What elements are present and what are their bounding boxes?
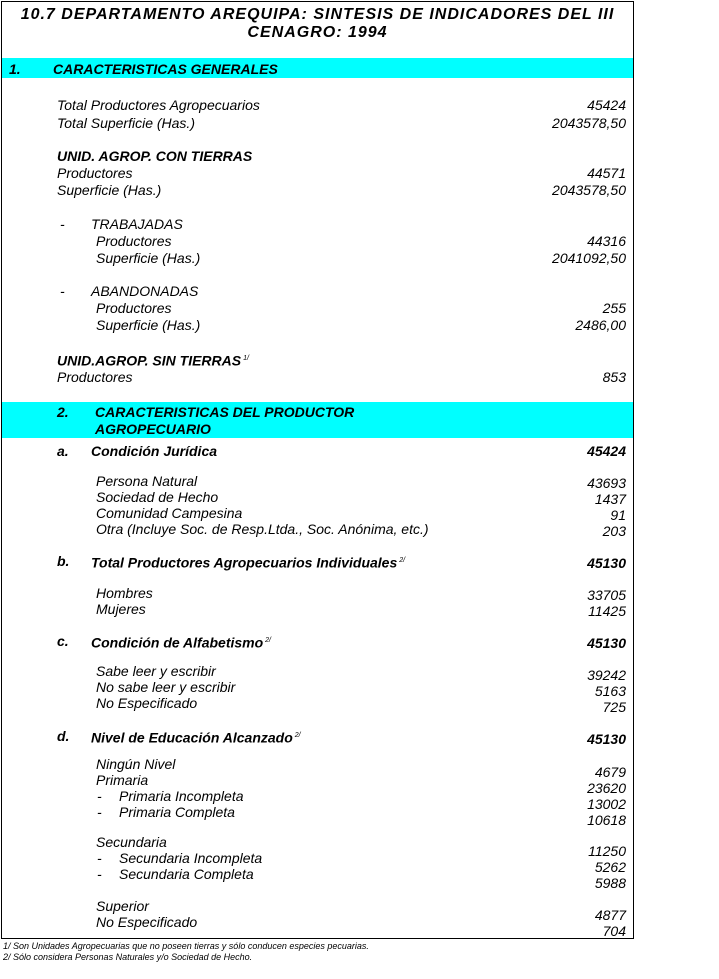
d-secundaria-value: 11250 [588,843,626,859]
section2-title-line-1: CARACTERISTICAS DEL PRODUCTOR [95,404,355,420]
trabajadas-superficie-label: Superficie (Has.) [96,250,201,266]
c-item-label: No sabe leer y escribir [96,679,236,695]
a-total: 45424 [587,443,626,459]
sin-tierras-productores-label: Productores [57,369,133,385]
c-letter: c. [57,633,69,649]
d-letter: d. [57,728,70,744]
abandonadas-productores-label: Productores [96,300,172,316]
abandonadas-heading: ABANDONADAS [91,283,199,299]
d-primaria-inc-dash: - [97,788,102,804]
title-line-1: 10.7 DEPARTAMENTO AREQUIPA: SINTESIS DE INDICADORES DEL III [20,6,615,23]
b-note-mark: 2/ [399,557,406,564]
d-secundaria-inc-label: Secundaria Incompleta [119,850,263,866]
a-item-label: Persona Natural [96,473,198,489]
con-tierras-superficie-label: Superficie (Has.) [57,182,162,198]
d-total: 45130 [587,731,626,747]
d-no-esp-label: No Especificado [96,914,198,930]
section1-number: 1. [9,61,21,77]
table-frame [1,1,634,939]
d-heading-text: Nivel de Educación Alcanzado [91,729,293,746]
d-note-mark: 2/ [294,732,301,739]
trabajadas-dash: - [60,216,65,232]
c-item-value: 5163 [594,683,626,699]
con-tierras-productores-label: Productores [57,165,133,181]
d-primaria-comp-dash: - [97,804,102,820]
con-tierras-superficie-value: 2043578,50 [552,182,626,198]
d-secundaria-comp-value: 5988 [594,875,626,891]
b-heading [91,553,405,571]
b-heading-text: Total Productores Agropecuarios Individuales [91,554,398,571]
trabajadas-productores-label: Productores [96,233,172,249]
d-secundaria-inc-dash: - [97,850,102,866]
b-item-value: 33705 [587,587,626,603]
c-item-label: No Especificado [96,695,198,711]
d-secundaria-label: Secundaria [96,834,167,850]
b-item-label: Hombres [96,585,153,601]
trabajadas-productores-value: 44316 [587,233,626,249]
title-line-2: CENAGRO: 1994 [247,24,388,41]
d-primaria-inc-value: 13002 [587,796,626,812]
abandonadas-superficie-label: Superficie (Has.) [96,317,201,333]
c-heading-text: Condición de Alfabetismo [91,634,264,651]
total-productores-label: Total Productores Agropecuarios [57,97,260,113]
a-item-label: Sociedad de Hecho [96,489,219,505]
d-primaria-label: Primaria [96,772,149,788]
section2-title-line-2: AGROPECUARIO [95,421,211,437]
sin-tierras-heading [57,351,249,369]
abandonadas-dash: - [60,283,65,299]
total-superficie-value: 2043578,50 [552,115,626,131]
a-item-value: 1437 [594,491,626,507]
trabajadas-heading: TRABAJADAS [91,216,183,232]
b-total: 45130 [587,555,626,571]
abandonadas-superficie-value: 2486,00 [575,317,626,333]
total-superficie-label: Total Superficie (Has.) [57,115,195,131]
d-superior-value: 4877 [594,907,626,923]
d-heading [91,728,301,746]
d-primaria-inc-label: Primaria Incompleta [119,788,244,804]
c-item-label: Sabe leer y escribir [96,663,216,679]
footnote-1: 1/ Son Unidades Agropecuarias que no poseen tierras y sólo conducen especies pecuarias. [3,941,369,951]
b-item-label: Mujeres [96,601,146,617]
d-secundaria-comp-dash: - [97,866,102,882]
c-item-value: 725 [602,699,626,715]
a-letter: a. [57,443,69,459]
page-title [2,6,633,42]
total-productores-value: 45424 [587,97,626,113]
a-item-label: Comunidad Campesina [96,505,243,521]
b-item-value: 11425 [588,603,626,619]
con-tierras-productores-value: 44571 [587,165,626,181]
a-item-value: 43693 [587,475,626,491]
d-ningun-value: 4679 [594,764,626,780]
d-no-esp-value: 704 [602,923,626,939]
c-heading [91,633,271,651]
footnote-2: 2/ Sólo considera Personas Naturales y/o Sociedad de Hecho. [3,952,253,962]
d-superior-label: Superior [96,898,149,914]
d-secundaria-inc-value: 5262 [594,859,626,875]
section1-title: CARACTERISTICAS GENERALES [53,61,278,77]
a-heading: Condición Jurídica [91,443,218,459]
b-letter: b. [57,553,70,569]
sin-tierras-note-mark: 1/ [243,355,249,362]
c-item-value: 39242 [587,667,626,683]
d-primaria-value: 23620 [587,780,626,796]
a-item-label: Otra (Incluye Soc. de Resp.Ltda., Soc. Anónima, etc.) [96,521,429,537]
d-primaria-comp-value: 10618 [587,812,626,828]
section2-number: 2. [57,404,69,420]
a-item-value: 91 [610,507,626,523]
sin-tierras-heading-text: UNID.AGROP. SIN TIERRAS [57,352,242,369]
d-primaria-comp-label: Primaria Completa [119,804,235,820]
abandonadas-productores-value: 255 [602,300,626,316]
a-item-value: 203 [602,523,626,539]
c-total: 45130 [587,635,626,651]
d-secundaria-comp-label: Secundaria Completa [119,866,254,882]
d-ningun-label: Ningún Nivel [96,756,176,772]
sin-tierras-productores-value: 853 [602,369,626,385]
trabajadas-superficie-value: 2041092,50 [552,250,626,266]
con-tierras-heading: UNID. AGROP. CON TIERRAS [57,148,253,164]
c-note-mark: 2/ [265,637,271,644]
